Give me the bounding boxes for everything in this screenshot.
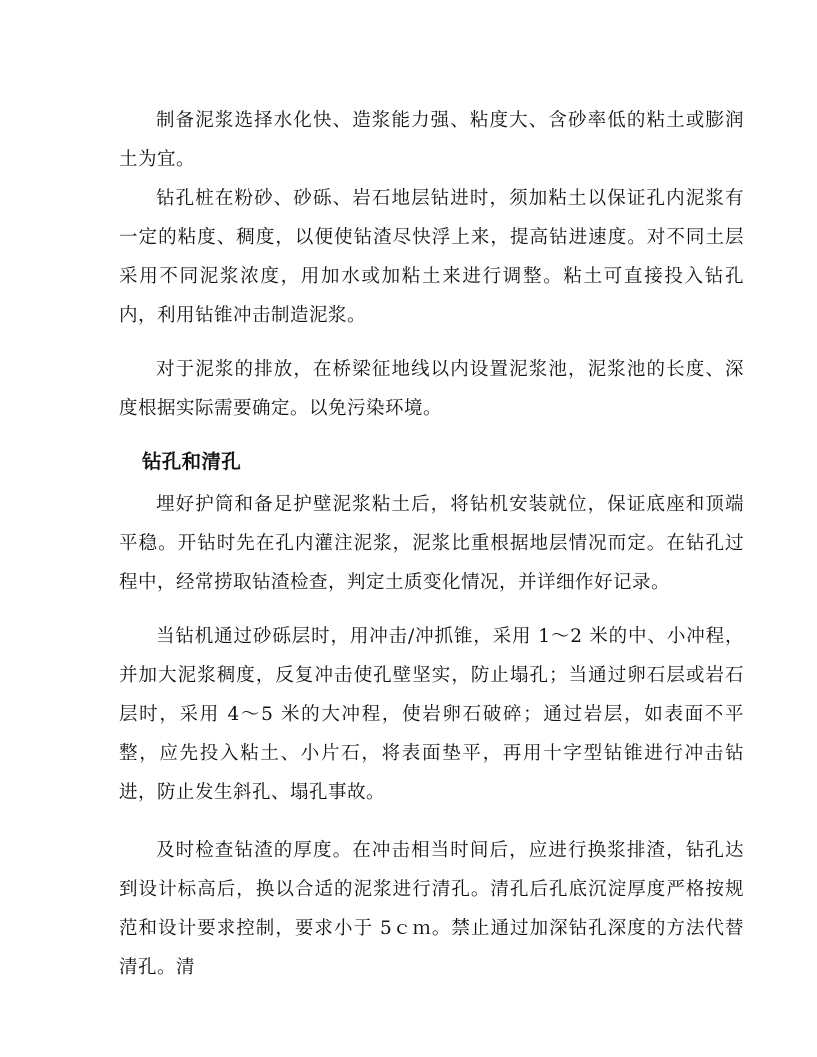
paragraph-mud-preparation: 制备泥浆选择水化快、造浆能力强、粘度大、含砂率低的粘土或膨润土为宜。: [119, 110, 744, 170]
paragraph-hole-cleaning: 及时检查钻渣的厚度。在冲击相当时间后，应进行换浆排渣，钻孔达到设计标高后，换以合适的泥浆进行清孔。清孔后孔底沉淀厚度严格按规范和设计要求控制，要求小于 5ｃｍ。禁止通过加深钻孔深度的方法代替清孔。清: [119, 840, 744, 978]
paragraph-mud-viscosity: 钻孔桩在粉砂、砂砾、岩石地层钻进时，须加粘土以保证孔内泥浆有一定的粘度、稠度，以便使钻渣尽快浮上来，提高钻进速度。对不同土层采用不同泥浆浓度，用加水或加粘土来进行调整。粘土可直接投入钻孔内，利用钻锥冲击制造泥浆。: [119, 188, 744, 326]
paragraph-drilling-strata: 当钻机通过砂砾层时，用冲击/冲抓锥，采用 1～2 米的中、小冲程，并加大泥浆稠度，反复冲击使孔壁坚实，防止塌孔；当通过卵石层或岩石层时，采用 4～5 米的大冲程，使岩卵石破碎；通过岩层，如表面不平整，应先投入粘土、小片石，将表面垫平，再用十字型钻锥进行冲击钻进，防止发生斜孔、塌孔事故。: [119, 626, 744, 803]
section-heading: 钻孔和清孔: [142, 450, 242, 473]
paragraph-drilling-setup: 埋好护筒和备足护壁泥浆粘土后，将钻机安装就位，保证底座和顶端平稳。开钻时先在孔内灌注泥浆，泥浆比重根据地层情况而定。在钻孔过程中，经常捞取钻渣检查，判定土质变化情况，并详细作好记录。: [119, 494, 744, 593]
paragraph-mud-discharge: 对于泥浆的排放，在桥梁征地线以内设置泥浆池，泥浆池的长度、深度根据实际需要确定。以免污染环境。: [119, 359, 744, 419]
